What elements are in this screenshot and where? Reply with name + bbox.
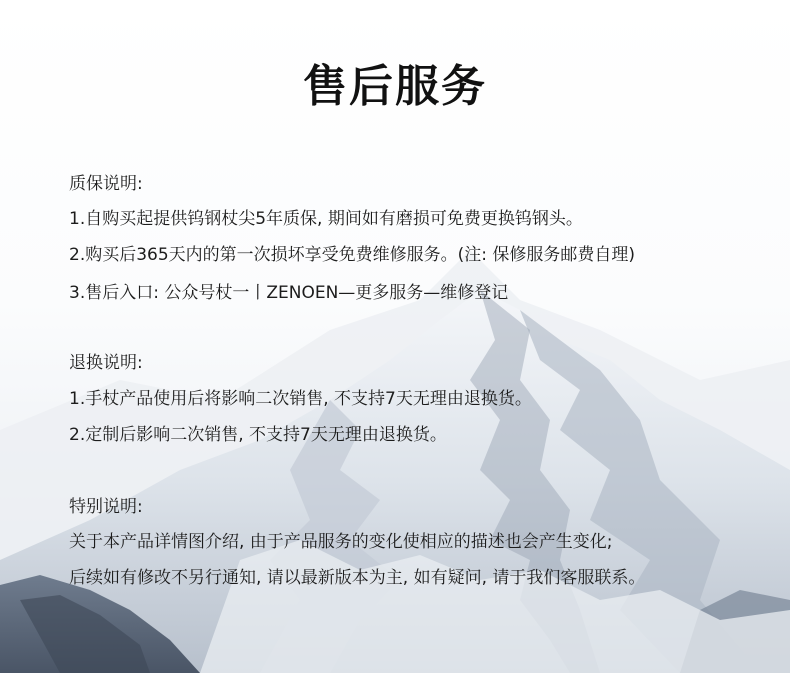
returns-item-1: 1.手杖产品使用后将影响二次销售, 不支持7天无理由退换货。 (69, 389, 532, 409)
warranty-heading: 质保说明: (69, 174, 143, 194)
returns-heading: 退换说明: (69, 353, 143, 373)
warranty-item-1: 1.自购买起提供钨钢杖尖5年质保, 期间如有磨损可免费更换钨钢头。 (69, 209, 583, 229)
warranty-item-2: 2.购买后365天内的第一次损坏享受免费维修服务。(注: 保修服务邮费自理) (69, 245, 636, 265)
special-item-2: 后续如有修改不另行通知, 请以最新版本为主, 如有疑问, 请于我们客服联系。 (69, 568, 646, 588)
page-title: 售后服务 (303, 61, 487, 112)
warranty-item-3: 3.售后入口: 公众号杖一丨ZENOEN—更多服务—维修登记 (69, 283, 509, 303)
special-heading: 特别说明: (69, 497, 143, 517)
returns-item-2: 2.定制后影响二次销售, 不支持7天无理由退换货。 (69, 425, 447, 445)
special-item-1: 关于本产品详情图介绍, 由于产品服务的变化使相应的描述也会产生变化; (69, 532, 613, 552)
